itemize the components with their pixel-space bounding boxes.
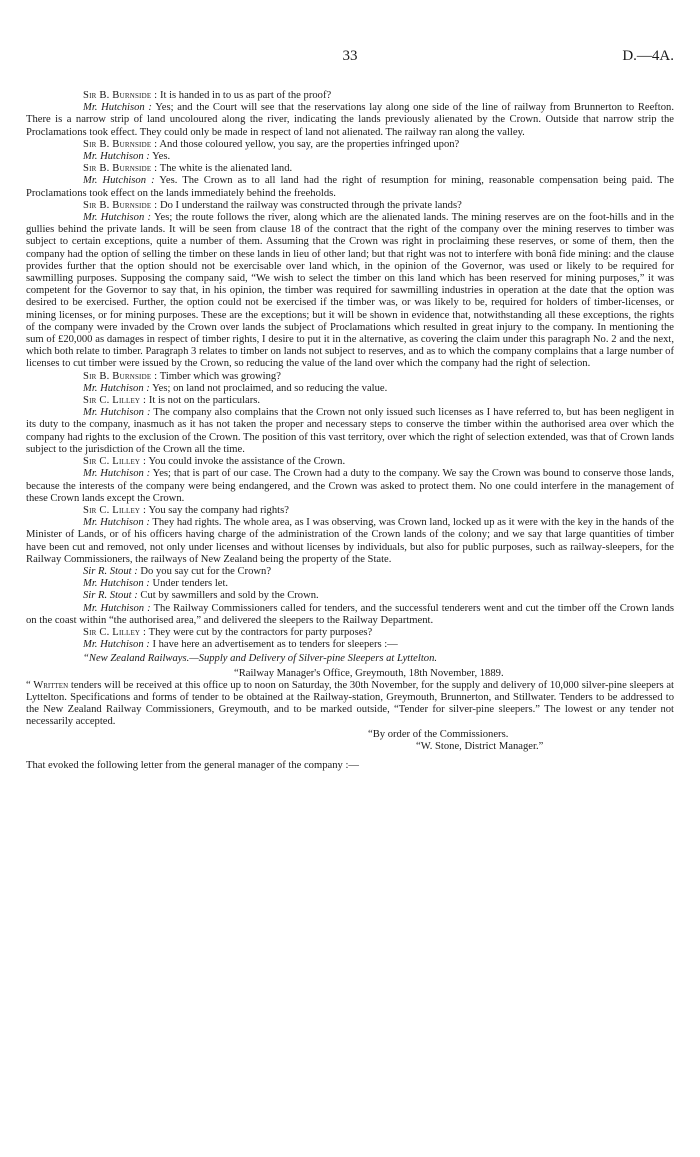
speaker-name: Sir B. Burnside : — [83, 199, 158, 211]
speaker-name: Sir B. Burnside : — [83, 370, 158, 382]
speech-text: You say the company had rights? — [148, 504, 289, 516]
speech-text: It is not on the particulars. — [148, 395, 261, 407]
speech-text: Yes. The Crown as to all land had the right of resumption for mining, reasonable compensation being paid. The Proclamations took effect on the lands immediately behind the freeholds. — [26, 175, 674, 199]
speech-text: Yes; on land not proclaimed, and so reducing the value. — [152, 382, 388, 394]
speech-text: It is handed in to us as part of the proof? — [159, 90, 332, 101]
advertisement-lead-word: “ Written — [26, 679, 69, 691]
speech-text: The white is the alienated land. — [159, 163, 293, 175]
transcript-paragraph — [26, 505, 674, 517]
speech-text: You could invoke the assistance of the Crown. — [148, 456, 346, 468]
advertisement-signature-line-2: “W. Stone, District Manager.” — [416, 740, 544, 752]
transcript-paragraph — [26, 139, 674, 151]
transcript-paragraph — [26, 90, 674, 102]
speaker-name: Sir B. Burnside : — [83, 138, 158, 150]
advertisement — [26, 653, 674, 753]
transcript-paragraph — [26, 151, 674, 163]
speaker-name: Mr. Hutchison : — [83, 468, 151, 480]
speech-text: Yes; that is part of our case. The Crown had a duty to the company. We say the Crown was bound to conserve those lands, because the interests of the company were being endangered, and the Crown was asked to protect them. No one could interfere in the management of these Crown lands except the Crown. — [26, 468, 674, 504]
speaker-name: Mr. Hutchison : — [83, 602, 151, 614]
advertisement-body — [26, 680, 674, 729]
speech-text: Yes; and the Court will see that the reservations lay along one side of the line of railway from Brunnerton to Reefton. There is a narrow strip of land uncoloured along the river, indicating the lands previously alienated by the Crown. Outside that narrow strip the Proclamations took effect. They could only be made in respect of land not alienated. The railway ran along the valley. — [26, 102, 674, 138]
speech-text: Do you say cut for the Crown? — [140, 565, 272, 577]
speaker-name: Mr. Hutchison : — [83, 639, 150, 651]
speaker-name: Mr. Hutchison : — [83, 382, 150, 394]
transcript-paragraph — [26, 566, 674, 578]
page-number: 33 — [342, 48, 358, 64]
closing-line: That evoked the following letter from the general manager of the company :— — [26, 759, 359, 771]
transcript-paragraph — [26, 163, 674, 175]
speech-text: Yes; the route follows the river, along which are the alienated lands. The mining reserves are on the foot-hills and in the gullies behind the private lands. It will be seen from clause 18 of the contract that the right of the company over the mining reserves to timber was subject to certain exceptions, quite a number of them. Assuming that the Crown was right in proclaiming these reserves, or some of them, then the company had the option of selling the timber on these lands in lieu of other land; but that right was not to interfere with bonâ fide mining: and the clause provides further that the option should not be exercisable over land which, in the opinion of the Governor, was used or likely to be required for sawmilling purposes. Supposing the company said, “We wish to select the timber on this land which has been reserved for mining purposes,” it was competent for the Governor to say that, in his opinion, the timber was required for sawmilling industries in operation at the date that the option was desired to be exercised. Further, the option could not be exercised if the timber was, or was likely to be, required for holders of timber-licenses, or mining licenses, or for mining purposes. These are the exceptions; but it will be shown in evidence that, notwithstanding all these exceptions, the rights of the company were invaded by the Crown over lands the subject of Proclamations which resulted in great injury to the company. In mentioning the sum of £20,000 as damages in respect of timber rights, I desire to put it in the alternative, as covering the claim under this paragraph No. 2 and the next, which both relate to timber. Paragraph 3 relates to timber on lands not subject to reserves, and as to which the company complains that a large number of licenses to cut timber were issued by the Crown, so reducing the value of the land over which the company had the right of selection. — [26, 212, 674, 370]
speaker-name: Sir C. Lilley : — [83, 395, 147, 407]
speech-text: Do I understand the railway was constructed through the private lands? — [159, 199, 462, 211]
transcript-paragraph — [26, 175, 674, 199]
transcript-paragraph — [26, 639, 674, 651]
advertisement-signature-line-1: “By order of the Commissioners. — [368, 728, 509, 740]
speech-text: Yes. — [152, 151, 171, 163]
transcript-paragraph — [26, 578, 674, 590]
speaker-name: Mr. Hutchison : — [83, 175, 155, 187]
transcript-paragraph — [26, 627, 674, 639]
advertisement-body-text: tenders will be received at this office up to noon on Saturday, the 30th November, for the supply and delivery of 10,000 silver-pine sleepers at Lyttelton. Specifications and forms of tender to be obtained at the Railway-station, Greymouth, Brunnerton, and Stillwater. Tenders to be addressed to the New Zealand Railway Commissioners, Greymouth, and to be marked outside, “Tender for silver-pine sleepers.” The lowest or any tender not necessarily accepted. — [26, 679, 674, 728]
advertisement-office-line: “Railway Manager's Office, Greymouth, 18th November, 1889. — [234, 667, 504, 679]
speaker-name: Mr. Hutchison : — [83, 102, 152, 114]
speaker-name: Sir C. Lilley : — [83, 456, 147, 468]
speaker-name: Sir C. Lilley : — [83, 504, 147, 516]
speech-text: The Railway Commissioners called for tenders, and the successful tenderers went and cut the timber off the Crown lands on the coast within “the authorised area,” and delivered the sleepers to the Railway Department. — [26, 602, 675, 626]
transcript-paragraph — [26, 395, 674, 407]
document-page — [26, 50, 674, 772]
speech-text: I have here an advertisement as to tenders for sleepers :— — [152, 639, 398, 651]
transcript-paragraph — [26, 517, 674, 566]
transcript-paragraph — [26, 200, 674, 212]
speech-text: They had rights. The whole area, as I was observing, was Crown land, locked up as it were with the key in the hands of the Minister of Lands, or of his officers having charge of the administration of the Crown lands of the colony; and we say that large quantities of timber have been cut and removed, not only under licenses and without licenses by individuals, but also for public purposes, such as railway-sleepers, for the Railway Commissioners, the railways of New Zealand being the property of the State. — [26, 517, 675, 565]
transcript-paragraph — [26, 603, 674, 627]
transcript-paragraph — [26, 456, 674, 468]
speaker-name: Sir B. Burnside : — [83, 163, 158, 175]
transcript-paragraph — [26, 468, 674, 505]
transcript-paragraph — [26, 212, 674, 371]
page-header — [26, 50, 674, 90]
transcript-paragraph — [26, 383, 674, 395]
speaker-name: Sir C. Lilley : — [83, 626, 147, 638]
transcript — [26, 90, 674, 651]
transcript-paragraph — [26, 590, 674, 602]
speaker-name: Sir R. Stout : — [83, 590, 138, 602]
speaker-name: Mr. Hutchison : — [83, 212, 152, 224]
speech-text: Under tenders let. — [152, 578, 229, 590]
transcript-paragraph — [26, 407, 674, 456]
advertisement-title: “New Zealand Railways.—Supply and Delivery of Silver-pine Sleepers at Lyttelton. — [83, 653, 438, 665]
speaker-name: Mr. Hutchison : — [83, 407, 151, 419]
speech-text: And those coloured yellow, you say, are the properties infringed upon? — [159, 138, 460, 150]
speaker-name: Mr. Hutchison : — [83, 151, 150, 163]
speaker-name: Mr. Hutchison : — [83, 517, 150, 529]
speech-text: Cut by sawmillers and sold by the Crown. — [140, 590, 319, 602]
transcript-paragraph — [26, 371, 674, 383]
speech-text: The company also complains that the Crown not only issued such licenses as I have referred to, but has been negligent in its duty to the company, inasmuch as it has not taken the proper and necessary steps to conserve the timber within the authorised area over which the company had rights to the exclusion of the Crown. The position of this vast territory, over which the right of selection extended, was that of Crown lands subject to the jurisdiction of the Crown all the time. — [26, 407, 675, 455]
speaker-name: Mr. Hutchison : — [83, 578, 150, 590]
speaker-name: Sir B. Burnside : — [83, 90, 158, 101]
speech-text: Timber which was growing? — [159, 370, 281, 382]
document-reference: D.—4A. — [622, 48, 674, 64]
transcript-paragraph — [26, 102, 674, 139]
speaker-name: Sir R. Stout : — [83, 565, 138, 577]
speech-text: They were cut by the contractors for party purposes? — [148, 626, 373, 638]
